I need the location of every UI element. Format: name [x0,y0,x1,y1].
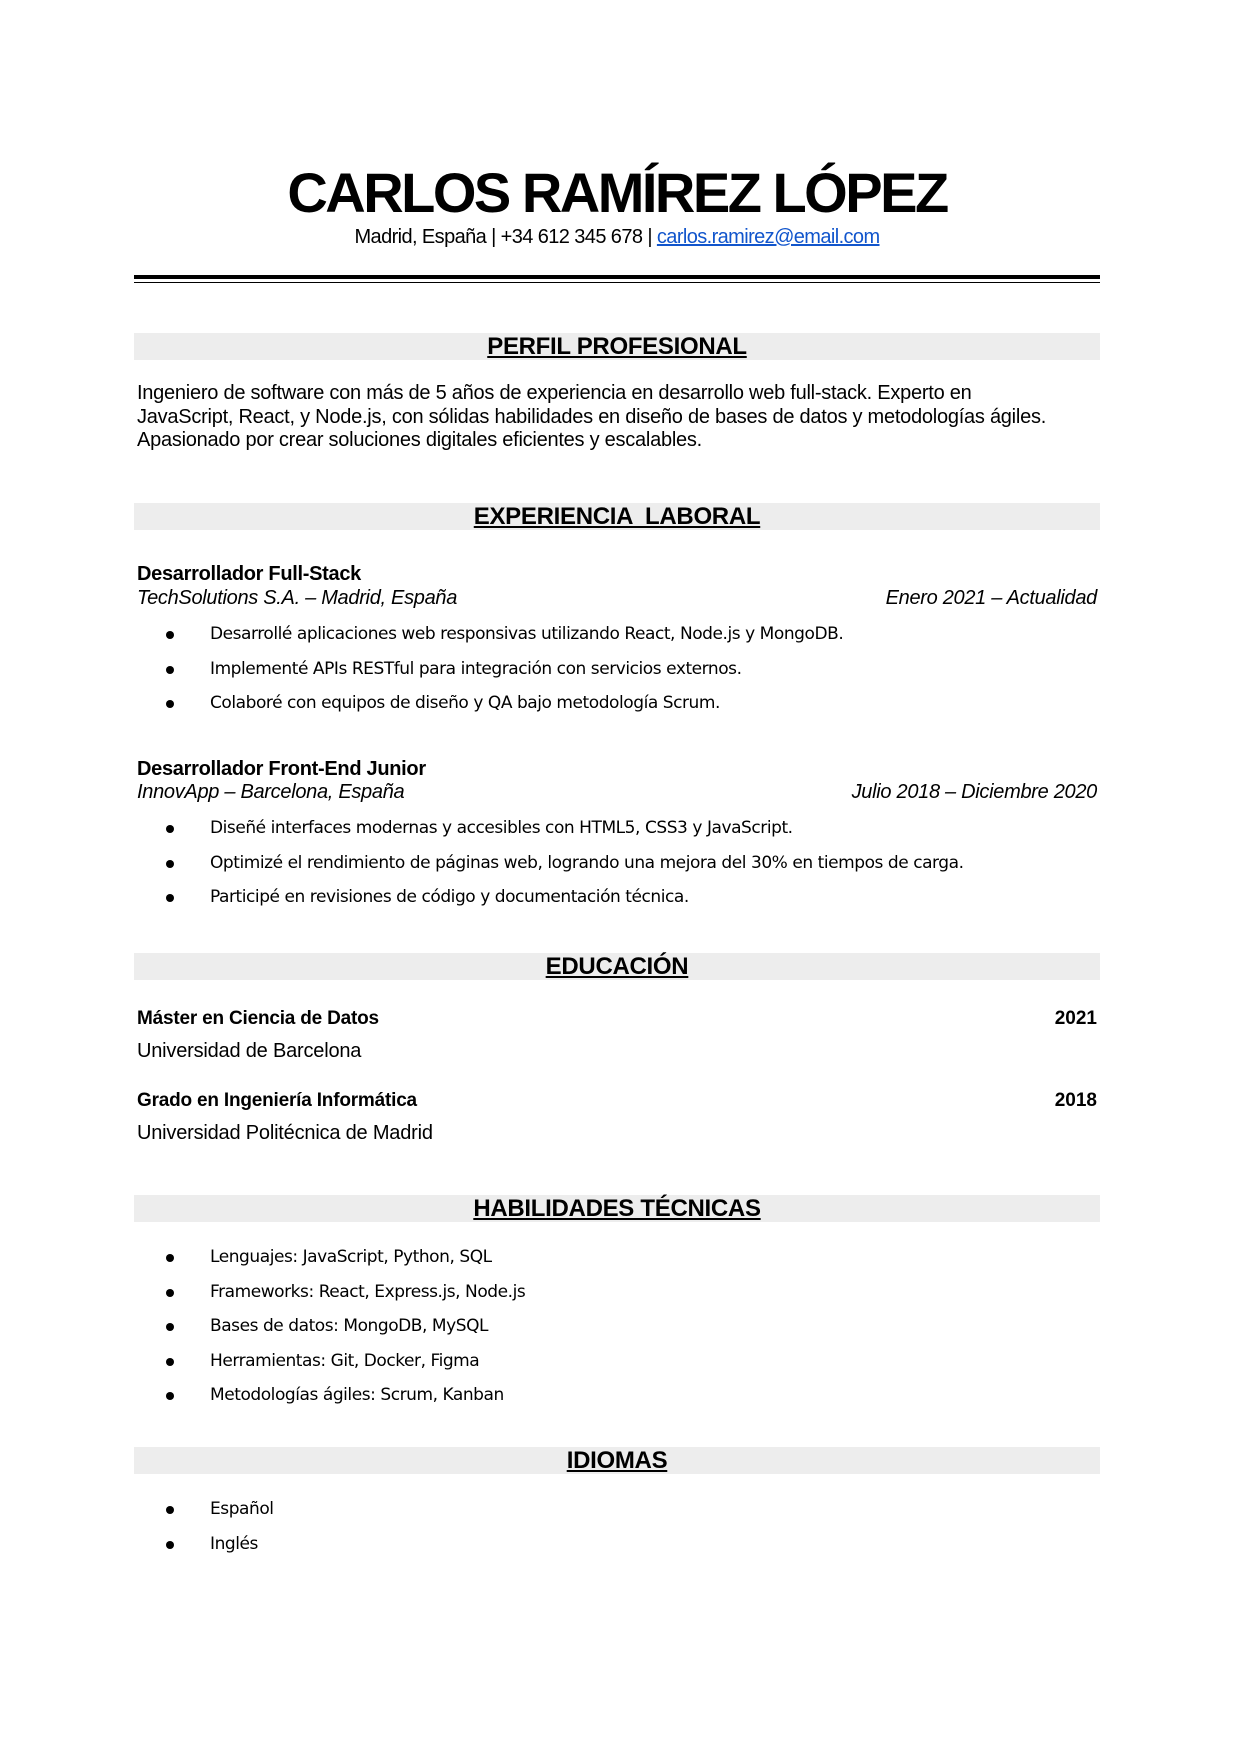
list-item [137,622,843,657]
list-item-text: Participé en revisiones de código y documentación técnica. [210,887,689,907]
list-item [137,1349,525,1384]
education-degree: Máster en Ciencia de Datos [137,1008,379,1029]
list-item-text: Español [210,1499,274,1519]
bullet-icon [166,1323,174,1331]
job-title: Desarrollador Front-End Junior [137,758,426,780]
list-item [137,1280,525,1315]
list-item-text: Inglés [210,1533,258,1554]
job-title: Desarrollador Full-Stack [137,563,361,585]
section-title-education: EDUCACIÓN [545,953,689,980]
section-title-profile: PERFIL PROFESIONAL [487,333,747,360]
bullet-icon [166,1506,174,1514]
list-item-text: Diseñé interfaces modernas y accesibles con HTML5, CSS3 y JavaScript. [210,818,793,838]
job-company: InnovApp – Barcelona, España [137,781,405,803]
section-title-languages: IDIOMAS [566,1447,668,1474]
bullet-icon [166,825,174,833]
job-dates: Enero 2021 – Actualidad [885,587,1097,609]
bullet-icon [166,1541,174,1549]
list-item-text: Implementé APIs RESTful para integración con servicios externos. [210,658,742,679]
section-title-skills: HABILIDADES TÉCNICAS [473,1195,761,1222]
list-item [137,657,843,692]
list-item-text: Metodologías ágiles: Scrum, Kanban [210,1385,504,1405]
list-item [137,1245,525,1280]
list-item [137,885,964,920]
list-item-text: Lenguajes: JavaScript, Python, SQL [210,1247,492,1267]
candidate-name: CARLOS RAMÍREZ LÓPEZ [287,161,947,224]
resume-header [134,160,1100,250]
email-link[interactable]: carlos.ramirez@email.com [656,226,880,248]
job-bullet-list [137,816,964,920]
job-company-line [137,587,1097,610]
education-year: 2018 [1054,1090,1097,1111]
bullet-icon [166,860,174,868]
list-item [137,691,843,726]
list-item-text: Herramientas: Git, Docker, Figma [210,1350,480,1371]
languages-list [137,1497,274,1566]
header-divider-thick [134,275,1100,279]
list-item [137,1497,274,1532]
section-title-experience: EXPERIENCIA LABORAL [473,503,761,530]
list-item [137,1383,525,1418]
bullet-icon [166,700,174,708]
list-item-text: Colaboré con equipos de diseño y QA bajo metodología Scrum. [210,693,720,713]
list-item-text: Optimizé el rendimiento de páginas web, logrando una mejora del 30% en tiempos de carga. [210,852,964,873]
contact-line [134,224,1100,250]
list-item [137,1532,274,1567]
job-bullet-list [137,622,843,726]
section-header-experience [134,503,1100,530]
contact-location-phone: Madrid, España | +34 612 345 678 | [354,226,657,248]
education-degree: Grado en Ingeniería Informática [137,1090,417,1111]
bullet-icon [166,1392,174,1400]
education-school: Universidad de Barcelona [137,1040,362,1062]
list-item-text: Frameworks: React, Express.js, Node.js [210,1281,526,1302]
profile-line: JavaScript, React, y Node.js, con sólidas habilidades en diseño de bases de datos y metodologías ágiles. [137,405,1046,428]
section-header-profile [134,333,1100,360]
bullet-icon [166,1289,174,1297]
list-item-text: Bases de datos: MongoDB, MySQL [210,1316,489,1336]
bullet-icon [166,1254,174,1262]
section-header-education [134,953,1100,980]
list-item [137,851,964,886]
bullet-icon [166,666,174,674]
job-company: TechSolutions S.A. – Madrid, España [137,587,458,609]
list-item-text: Desarrollé aplicaciones web responsivas utilizando React, Node.js y MongoDB. [210,624,844,644]
section-header-skills [134,1195,1100,1222]
education-year: 2021 [1054,1008,1097,1029]
profile-line: Apasionado por crear soluciones digitales eficientes y escalables. [137,429,702,451]
profile-line: Ingeniero de software con más de 5 años de experiencia en desarrollo web full-stack. Experto en [137,382,972,404]
job-dates: Julio 2018 – Diciembre 2020 [851,781,1097,803]
list-item [137,1314,525,1349]
section-header-languages [134,1447,1100,1474]
bullet-icon [166,894,174,902]
bullet-icon [166,631,174,639]
skills-list [137,1245,525,1418]
header-divider-thin [134,282,1100,283]
job-company-line [137,781,1097,804]
bullet-icon [166,1358,174,1366]
list-item [137,816,964,851]
profile-summary [137,382,1103,453]
education-school: Universidad Politécnica de Madrid [137,1122,433,1144]
